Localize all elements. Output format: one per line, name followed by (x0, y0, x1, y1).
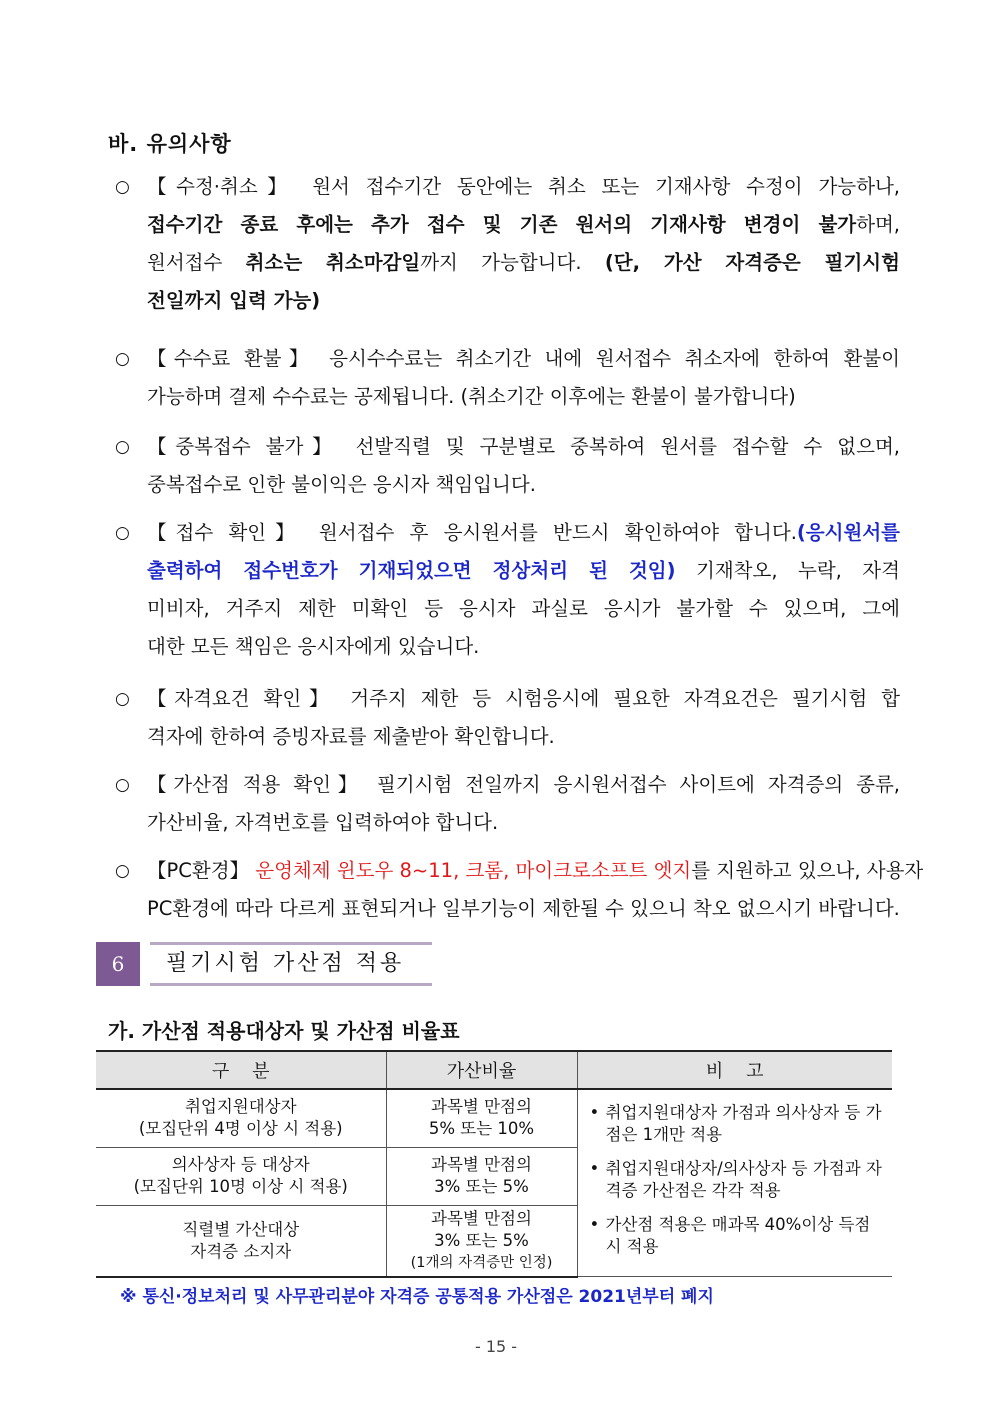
body-text: 대한 모든 책임은 응시자에게 있습니다. (147, 635, 480, 658)
ratio-label: 과목별 만점의 (431, 1155, 532, 1174)
body-text: 【접수 확인】 원서접수 후 응시원서를 반드시 확인하여야 합니다. (147, 521, 797, 544)
section-ba-heading: 바. 유의사항 (108, 132, 232, 156)
bullet-circle-icon: ○ (115, 523, 130, 543)
bullet-circle-icon: ○ (115, 689, 130, 709)
bullet-circle-icon: ○ (115, 437, 130, 457)
category-cell (96, 1089, 386, 1147)
ratio-note: (1개의 자격증만 인정) (410, 1254, 553, 1271)
category-label: 의사상자 등 대상자 (171, 1155, 310, 1174)
notice-item (115, 766, 900, 842)
body-text: 원서접수 (147, 251, 246, 274)
remark-item: • 가산점 적용은 매과목 40%이상 득점 시 적용 (590, 1214, 883, 1258)
notice-line (147, 680, 900, 718)
ratio-value: 5% 또는 10% (428, 1119, 535, 1139)
body-text: 【수정·취소】 원서 접수기간 동안에는 취소 또는 기재사항 수정이 가능하나, (147, 175, 900, 198)
body-text: PC환경에 따라 다르게 표현되거나 일부기능이 제한될 수 있으니 착오 없으시기 바랍니다. (147, 897, 900, 920)
header-ratio: 가산비율 (386, 1051, 577, 1089)
body-text: 하며, (856, 213, 900, 236)
bullet-circle-icon: ○ (115, 349, 130, 369)
category-cell (96, 1147, 386, 1205)
notice-line (147, 282, 900, 320)
remark-item: • 취업지원대상자 가점과 의사상자 등 가점은 1개만 적용 (590, 1102, 883, 1146)
notice-line (147, 514, 900, 552)
table-header-row (96, 1051, 892, 1089)
ratio-cell (386, 1147, 577, 1205)
notice-line (147, 206, 900, 244)
emphasis-text: 취소는 취소마감일 (245, 251, 421, 274)
notice-item (115, 168, 900, 320)
header-remarks: 비 고 (577, 1051, 892, 1089)
body-text: 가능하며 결제 수수료는 공제됩니다. (취소기간 이후에는 환불이 불가합니다) (147, 385, 796, 408)
body-text: 까지 가능합니다. (420, 251, 605, 274)
notice-line (147, 340, 900, 378)
category-sub: (모집단위 4명 이상 시 적용) (138, 1119, 343, 1139)
category-sub: 자격증 소지자 (190, 1241, 292, 1261)
bullet-circle-icon: ○ (115, 775, 130, 795)
body-text: 중복접수로 인한 불이익은 응시자 책임입니다. (147, 473, 536, 496)
notice-line (147, 766, 900, 804)
body-text: 【PC환경】 (147, 859, 256, 882)
notice-line (147, 552, 900, 590)
emphasis-text: 운영체제 윈도우 8~11, 크롬, 마이크로소프트 엣지 (255, 859, 692, 882)
table-row (96, 1089, 892, 1147)
notice-line (147, 466, 900, 504)
emphasis-text: 전일까지 입력 가능) (147, 289, 321, 312)
bullet-circle-icon: ○ (115, 861, 130, 881)
body-text: 【중복접수 불가】 선발직렬 및 구분별로 중복하여 원서를 접수할 수 없으며, (147, 435, 900, 458)
table-heading: 가. 가산점 적용대상자 및 가산점 비율표 (108, 1019, 460, 1043)
ratio-value: 3% 또는 5% (434, 1230, 529, 1250)
body-text: 를 지원하고 있으나, 사용자 (691, 859, 924, 882)
category-cell (96, 1205, 386, 1277)
body-text: 격자에 한하여 증빙자료를 제출받아 확인합니다. (147, 725, 555, 748)
bonus-points-table (96, 1050, 892, 1278)
ratio-value: 3% 또는 5% (434, 1177, 529, 1196)
notice-line (147, 244, 900, 282)
notice-item (115, 428, 900, 504)
emphasis-text: (단, 가산 자격증은 필기시험 (604, 251, 900, 274)
notice-line (147, 428, 900, 466)
notice-item (115, 514, 900, 666)
bullet-circle-icon: ○ (115, 177, 130, 197)
notice-line (147, 718, 900, 756)
body-text: 【수수료 환불】 응시수수료는 취소기간 내에 원서접수 취소자에 한하여 환불이 (147, 347, 900, 370)
notice-item (115, 340, 900, 416)
notice-line (147, 890, 900, 928)
category-label: 취업지원대상자 (184, 1097, 297, 1117)
section-number-badge: 6 (96, 942, 140, 986)
page-number: - 15 - (474, 1337, 518, 1356)
body-text: 기재착오, 누락, 자격 (675, 559, 900, 582)
notice-line (147, 628, 900, 666)
category-label: 직렬별 가산대상 (182, 1219, 300, 1239)
body-text: 【자격요건 확인】 거주지 제한 등 시험응시에 필요한 자격요건은 필기시험 합 (147, 687, 900, 710)
notice-item (115, 680, 900, 756)
emphasis-text: (응시원서를 (796, 521, 900, 544)
notice-line (147, 168, 900, 206)
notice-line (147, 804, 900, 842)
body-text: 가산비율, 자격번호를 입력하여야 합니다. (147, 811, 499, 834)
emphasis-text: 접수기간 종료 후에는 추가 접수 및 기존 원서의 기재사항 변경이 불가 (147, 213, 857, 236)
ratio-label: 과목별 만점의 (431, 1097, 532, 1117)
body-text: 미비자, 거주지 제한 미확인 등 응시자 과실로 응시가 불가할 수 있으며, 그에 (147, 597, 900, 620)
category-sub: (모집단위 10명 이상 시 적용) (133, 1177, 348, 1196)
body-text: 【가산점 적용 확인】 필기시험 전일까지 응시원서접수 사이트에 자격증의 종류, (147, 773, 900, 796)
notice-item (115, 852, 924, 928)
remark-item: • 취업지원대상자/의사상자 등 가점과 자격증 가산점은 각각 적용 (590, 1158, 883, 1202)
notice-line (147, 590, 900, 628)
ratio-cell (386, 1205, 577, 1277)
ratio-label: 과목별 만점의 (431, 1208, 532, 1228)
remarks-cell (577, 1089, 892, 1277)
notice-line (147, 378, 900, 416)
abolition-note: ※ 통신·정보처리 및 사무관리분야 자격증 공통적용 가산점은 2021년부터 폐지 (120, 1287, 714, 1307)
notice-line (147, 852, 924, 890)
header-category: 구 분 (96, 1051, 386, 1089)
section-title: 필기시험 가산점 적용 (150, 942, 432, 986)
emphasis-text: 출력하여 접수번호가 기재되었으면 정상처리 된 것임) (147, 559, 676, 582)
ratio-cell (386, 1089, 577, 1147)
